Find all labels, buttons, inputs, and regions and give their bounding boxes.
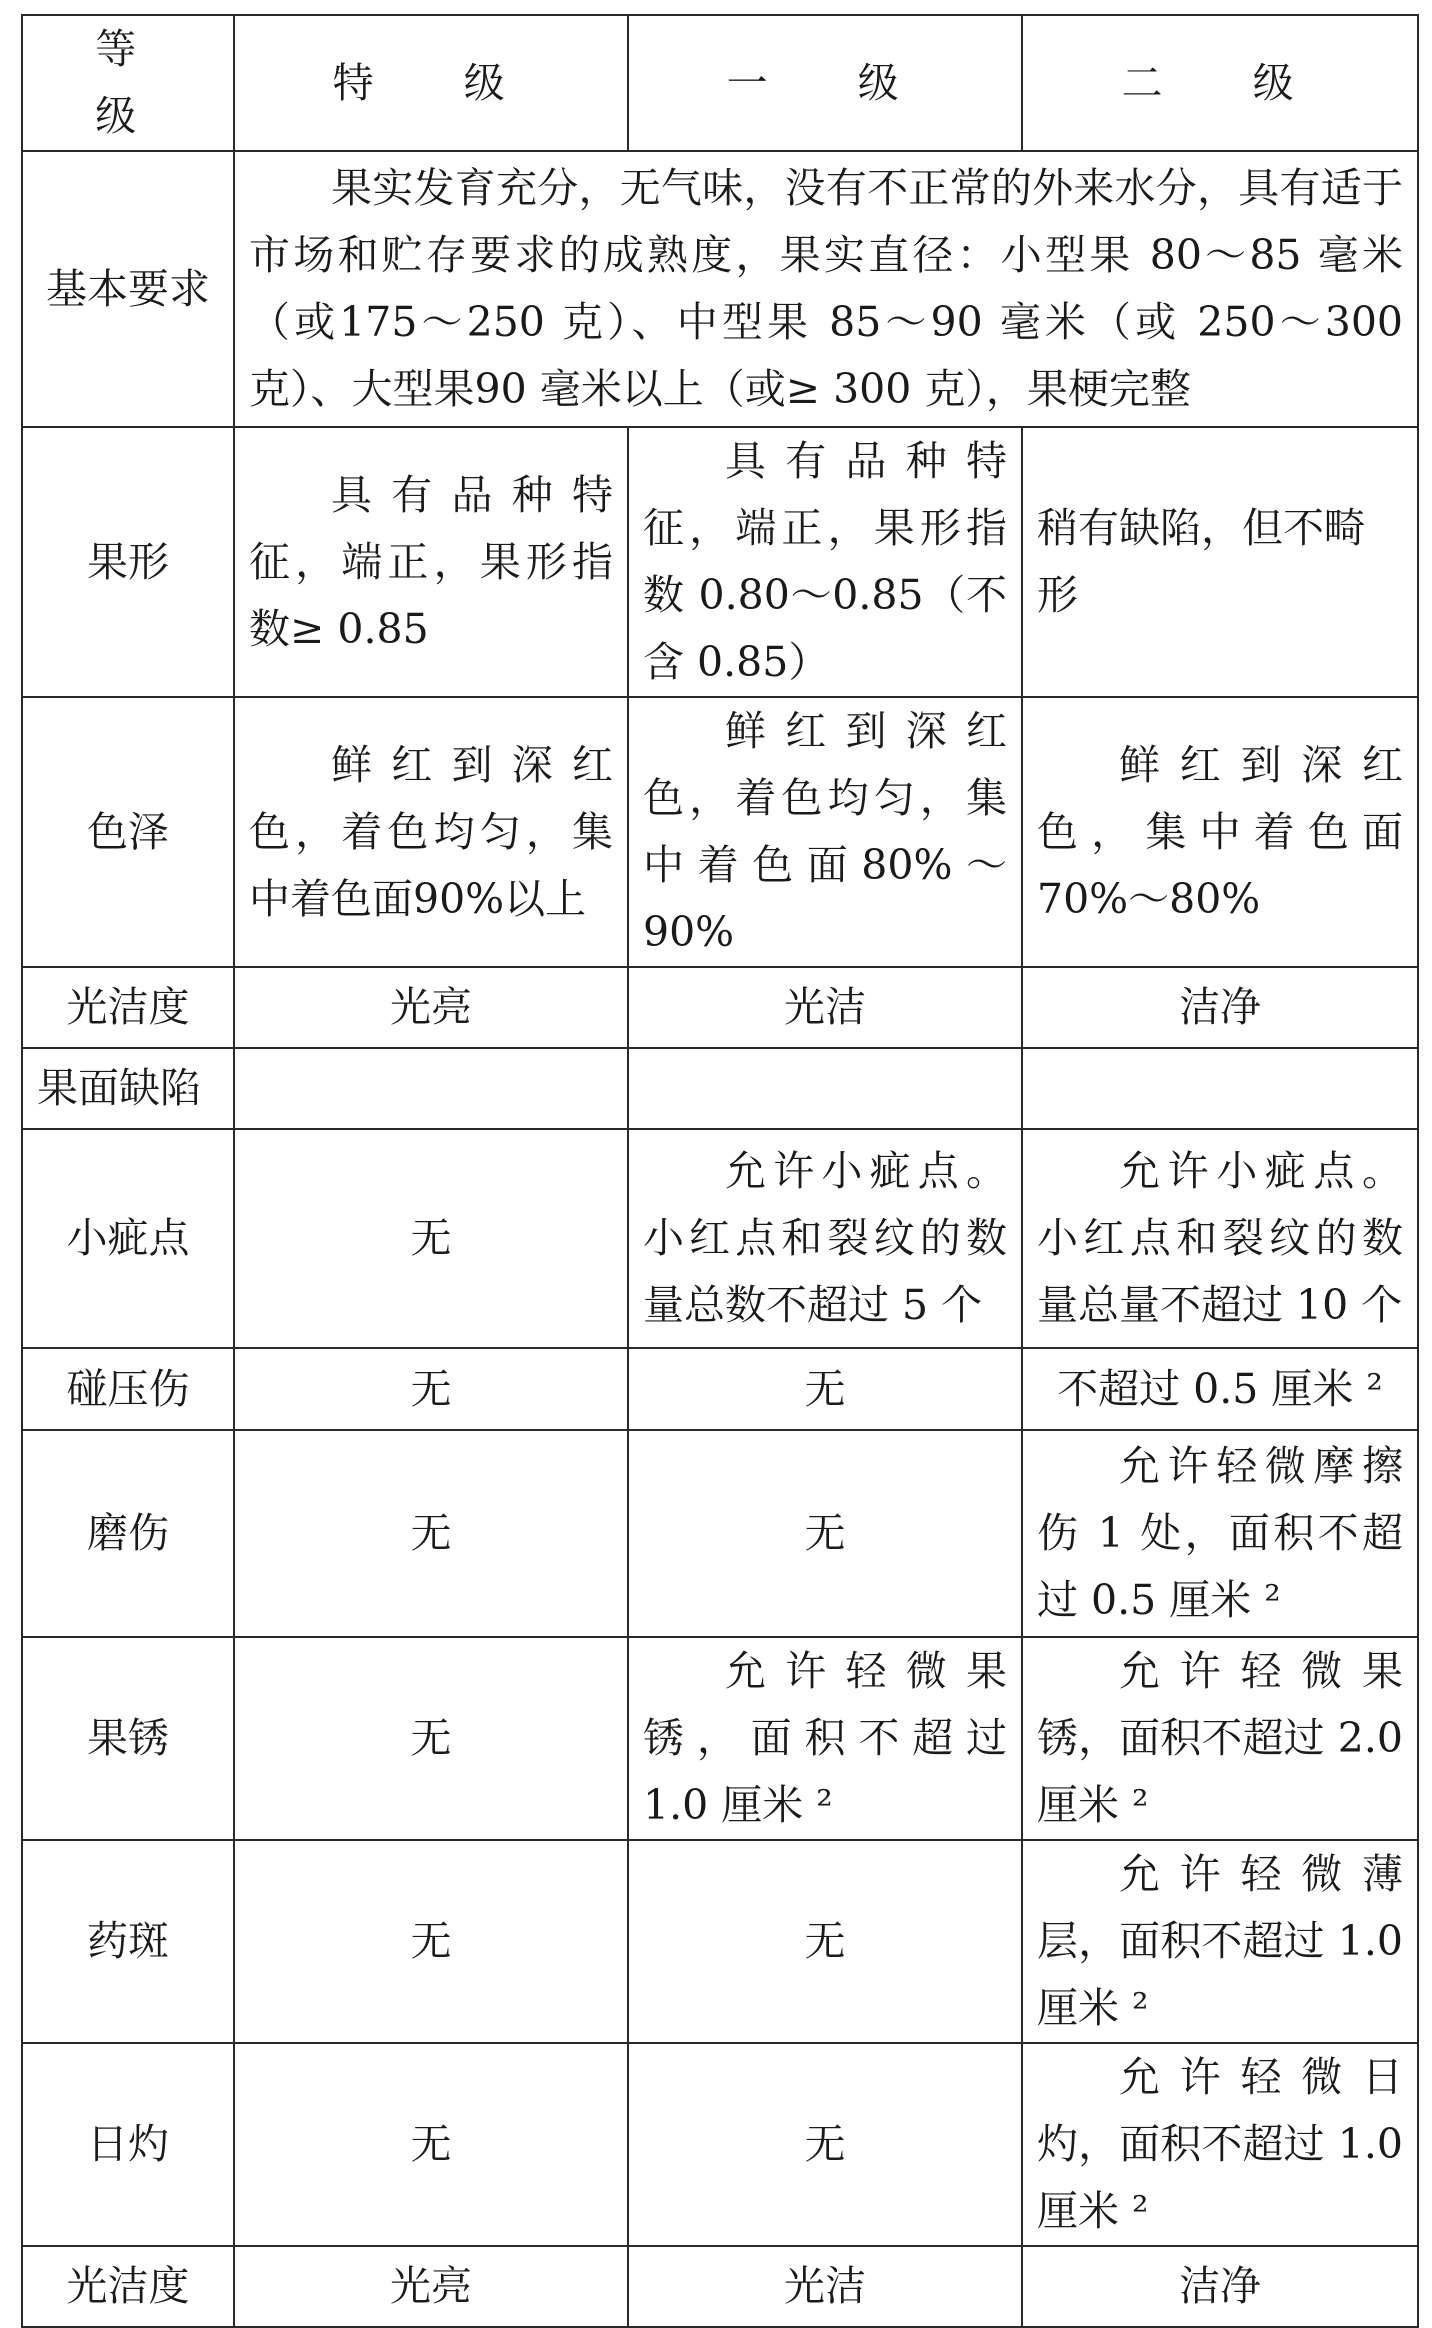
row-chemical-spots bbox=[22, 1840, 1418, 2043]
header-row bbox=[22, 15, 1418, 151]
cell-second: 鲜红到深红色，集中着色面 70%～80% bbox=[1022, 697, 1418, 967]
cell-first: 鲜红到深红色，着色均匀，集中着色面80%～90% bbox=[628, 697, 1022, 967]
cell-special: 光亮 bbox=[234, 967, 628, 1048]
row-abrasion bbox=[22, 1430, 1418, 1637]
row-gloss-repeat bbox=[22, 2246, 1418, 2327]
cell-first: 无 bbox=[628, 2043, 1022, 2246]
cell-first: 无 bbox=[628, 1430, 1022, 1637]
cell-special: 无 bbox=[234, 1129, 628, 1348]
cell-second: 允许轻微果锈，面积不超过 2.0 厘米 ² bbox=[1022, 1637, 1418, 1840]
row-label: 光洁度 bbox=[22, 2246, 234, 2327]
cell-second: 允许轻微薄层，面积不超过 1.0 厘米 ² bbox=[1022, 1840, 1418, 2043]
row-label: 果锈 bbox=[22, 1637, 234, 1840]
cell-special: 无 bbox=[234, 1840, 628, 2043]
cell-first: 无 bbox=[628, 1840, 1022, 2043]
cell-second: 洁净 bbox=[1022, 967, 1418, 1048]
cell-special: 鲜红到深红色，着色均匀，集中着色面90%以上 bbox=[234, 697, 628, 967]
row-small-spots bbox=[22, 1129, 1418, 1348]
row-russet bbox=[22, 1637, 1418, 1840]
row-label: 碰压伤 bbox=[22, 1348, 234, 1430]
row-label: 果形 bbox=[22, 427, 234, 697]
cell-special: 无 bbox=[234, 2043, 628, 2246]
cell-special: 无 bbox=[234, 1348, 628, 1430]
cell-first bbox=[628, 1048, 1022, 1129]
cell-first: 光洁 bbox=[628, 967, 1022, 1048]
row-label: 色泽 bbox=[22, 697, 234, 967]
row-label: 光洁度 bbox=[22, 967, 234, 1048]
cell-second: 允许轻微摩擦伤 1 处，面积不超过 0.5 厘米 ² bbox=[1022, 1430, 1418, 1637]
row-bruise bbox=[22, 1348, 1418, 1430]
cell-special bbox=[234, 1048, 628, 1129]
cell-second: 允许小疵点。小红点和裂纹的数量总量不超过 10 个 bbox=[1022, 1129, 1418, 1348]
cell-second: 不超过 0.5 厘米 ² bbox=[1022, 1348, 1418, 1430]
cell-second: 稍有缺陷，但不畸形 bbox=[1022, 427, 1418, 697]
row-color bbox=[22, 697, 1418, 967]
row-label: 药斑 bbox=[22, 1840, 234, 2043]
basic-requirements-text: 果实发育充分，无气味，没有不正常的外来水分，具有适于市场和贮存要求的成熟度，果实直径：小型果 80～85 毫米（或175～250 克）、中型果 85～90 毫米（或 250～300 克）、大型果90 毫米以上（或≥ 300 克），果梗完整 bbox=[234, 151, 1418, 427]
cell-first: 具有品种特征，端正，果形指数 0.80～0.85（不含 0.85） bbox=[628, 427, 1022, 697]
cell-second bbox=[1022, 1048, 1418, 1129]
row-sunburn bbox=[22, 2043, 1418, 2246]
cell-special: 无 bbox=[234, 1430, 628, 1637]
cell-first: 光洁 bbox=[628, 2246, 1022, 2327]
row-fruit-shape bbox=[22, 427, 1418, 697]
row-surface-defects bbox=[22, 1048, 1418, 1129]
header-second-grade: 二 级 bbox=[1022, 15, 1418, 151]
row-label: 果面缺陷 bbox=[22, 1048, 234, 1129]
cell-first: 无 bbox=[628, 1348, 1022, 1430]
header-grade: 等 级 bbox=[22, 15, 234, 151]
grade-standard-table bbox=[21, 14, 1419, 2328]
cell-special: 光亮 bbox=[234, 2246, 628, 2327]
cell-second: 洁净 bbox=[1022, 2246, 1418, 2327]
row-label: 日灼 bbox=[22, 2043, 234, 2246]
header-first-grade: 一 级 bbox=[628, 15, 1022, 151]
cell-special: 具有品种特征，端正，果形指数≥ 0.85 bbox=[234, 427, 628, 697]
row-label: 基本要求 bbox=[22, 151, 234, 427]
cell-special: 无 bbox=[234, 1637, 628, 1840]
row-basic-requirements bbox=[22, 151, 1418, 427]
cell-first: 允许小疵点。小红点和裂纹的数量总数不超过 5 个 bbox=[628, 1129, 1022, 1348]
row-label: 小疵点 bbox=[22, 1129, 234, 1348]
cell-second: 允许轻微日灼，面积不超过 1.0 厘米 ² bbox=[1022, 2043, 1418, 2246]
header-special-grade: 特 级 bbox=[234, 15, 628, 151]
row-gloss bbox=[22, 967, 1418, 1048]
row-label: 磨伤 bbox=[22, 1430, 234, 1637]
cell-first: 允许轻微果锈，面积不超过 1.0 厘米 ² bbox=[628, 1637, 1022, 1840]
